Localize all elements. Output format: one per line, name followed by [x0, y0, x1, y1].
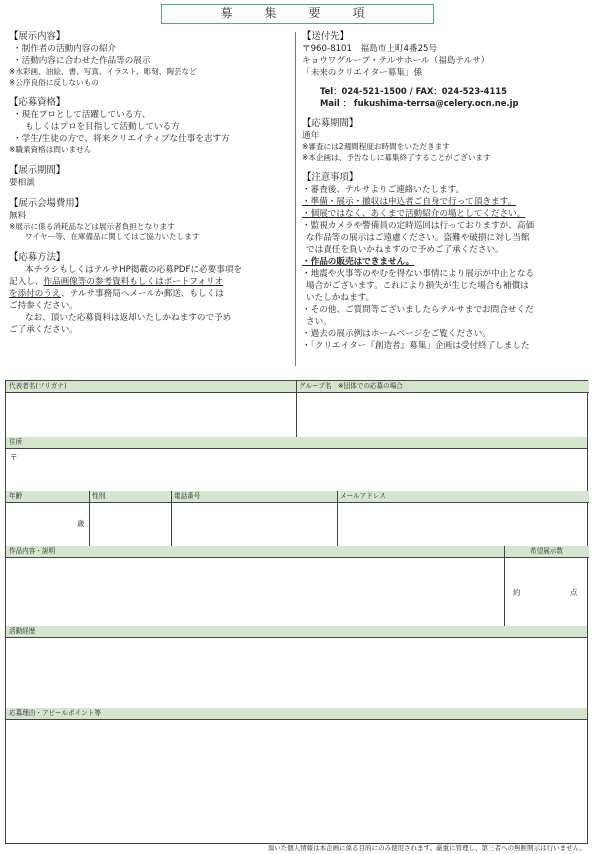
- section-heading: 応募資格: [18, 97, 56, 108]
- work-content-field[interactable]: [7, 559, 503, 625]
- note: ※水彩画、油絵、書、写真、イラスト、彫刻、陶芸など: [9, 67, 197, 76]
- list-item: ・地震や火事等のやむを得ない事情により展示が中止となる: [302, 269, 535, 279]
- period-value: 要相談: [9, 177, 35, 188]
- organization: キョウワグループ・テルサホール（福島テルサ）: [302, 56, 490, 66]
- approx-label: 約: [513, 588, 521, 597]
- note: ※本企画は、予告なしに募集終了することがございます: [302, 152, 491, 162]
- reason-field[interactable]: [7, 721, 587, 843]
- section-heading: 展示内容: [18, 31, 56, 42]
- fee-value: 無料: [9, 210, 27, 221]
- tel-fax: Tel：024-521-1500 / FAX：024-523-4115: [320, 86, 507, 96]
- count-unit: 点: [570, 588, 578, 597]
- paragraph-line: 本チラシもしくはテルサHP掲載の応募PDFに必要事項を: [25, 264, 243, 275]
- label-rep-name: 代表者名(フリガナ): [6, 381, 296, 393]
- label-gender: 性別: [89, 491, 171, 503]
- note: ※審査には2週間程度お時間をいただきます: [302, 142, 450, 151]
- note: ワイヤー等、在庫備品に関してはご協力いたします: [25, 232, 200, 241]
- list-item-continued: さい。: [306, 317, 332, 327]
- label-desired-count: 希望展示数: [504, 546, 589, 558]
- list-item: ・作品の販売はできません。: [302, 257, 415, 267]
- section-heading: 注意事項: [311, 172, 349, 183]
- postal-mark: 〒: [10, 453, 18, 462]
- department: 「未来のクリエイター募集」係: [302, 68, 423, 78]
- email-field[interactable]: [338, 504, 587, 545]
- list-item: ・活動内容に合わせた作品等の展示: [13, 56, 151, 66]
- section-eligibility: 【応募資格】 ・現在プロとして活躍している方、 もしくはプロを目指して活動している方 ・学生/生徒の方で、将来クリエイティブな仕事を志す方 ※職業資格は問いません: [9, 96, 291, 156]
- list-item: ・「クリエイター『創造者』募集」企画は受付終了しました: [302, 341, 530, 351]
- paragraph-line: を添付のうえ、テルサ事務局へメールか郵送、もしくは: [9, 288, 224, 299]
- section-address: 【送付先】 〒960-8101 福島市上町4番25号 キョウワグループ・テルサホール（福島テルサ） 「未来のクリエイター募集」係 Tel：024-521-1500 / FAX：024-523-4115 Mail ： fukushima-terrsa@celery.ocn.ne.jp: [302, 30, 588, 109]
- list-item: ・準備・展示・撤収は申込者ご自身で行って頂きます。: [302, 197, 517, 207]
- label-reason: 応募理由・アピールポイント等: [6, 708, 587, 720]
- mail-address[interactable]: Mail ： fukushima-terrsa@celery.ocn.ne.jp: [320, 98, 519, 108]
- paragraph-line: ご持参ください。: [9, 300, 78, 311]
- label-address: 住所: [6, 437, 587, 449]
- underlined-text: 作品画像等の参考資料もしくはポートフォリオ: [43, 276, 224, 287]
- list-item-continued: な作品等の展示はご遠慮ください。盗難や破損に対し当館: [306, 233, 530, 243]
- list-item: ・個展ではなく、あくまで活動紹介の場としてください。: [302, 209, 526, 219]
- label-age: 年齢: [6, 491, 89, 503]
- section-method: 【応募方法】 本チラシもしくはテルサHP掲載の応募PDFに必要事項を 記入し、作品画像等の参考資料もしくはポートフォリオ を添付のうえ、テルサ事務局へメールか郵送、もしくは ご持参ください。 なお、頂いた応募資料は返却いたしかねますので予め ご了承ください。: [9, 251, 291, 336]
- note: ※職業資格は問いません: [9, 145, 92, 154]
- age-field[interactable]: [7, 504, 88, 545]
- privacy-footnote: 頂いた個人情報は本企画に係る目的にのみ使用されます。厳重に管理し、第三者への無断開示は行いません。: [267, 844, 586, 852]
- page-title: 募 集 要 項: [161, 4, 434, 24]
- note: ※公序良俗に反しないもの: [9, 77, 99, 87]
- paragraph-line: 記入し、作品画像等の参考資料もしくはポートフォリオ: [9, 276, 224, 287]
- section-period: 【展示期間】 要相談: [9, 164, 291, 189]
- column-divider: [295, 32, 296, 366]
- label-work-content: 作品内容・説明: [6, 546, 504, 558]
- group-name-field[interactable]: [297, 394, 587, 436]
- section-fee: 【展示会場費用】 無料 ※展示に係る消耗品などは展示者負担となります ワイヤー等、在庫備品に関してはご協力いたします: [9, 197, 291, 243]
- list-item: ・その他、ご質問等ございましたらテルサまでお問合せくだ: [302, 305, 534, 315]
- list-item: ・監視カメラや警備員の定時巡回は行っておりますが、高価: [302, 221, 535, 231]
- section-heading: 展示会場費用: [18, 197, 75, 209]
- right-column: [302, 30, 588, 358]
- section-heading: 応募方法: [18, 251, 56, 263]
- age-unit: 歳: [77, 519, 85, 528]
- section-heading: 展示期間: [18, 164, 56, 176]
- label-history: 活動経歴: [6, 626, 587, 638]
- list-item-continued: 場合がございます。これにより損失が生じた場合も補償は: [306, 281, 529, 291]
- paragraph-line: なお、頂いた応募資料は返却いたしかねますので予め: [25, 312, 232, 323]
- desired-count-field[interactable]: [523, 581, 567, 601]
- postal-address: 〒960-8101 福島市上町4番25号: [302, 44, 438, 54]
- note: ※展示に係る消耗品などは展示者負担となります: [9, 221, 175, 231]
- phone-field[interactable]: [172, 504, 336, 545]
- left-column: [9, 30, 291, 342]
- list-item: ・制作者の活動内容の紹介: [13, 44, 117, 54]
- paragraph-line: ご了承ください。: [9, 324, 78, 335]
- section-heading: 応募期間: [311, 118, 349, 129]
- section-exhibit-content: 【展示内容】 ・制作者の活動内容の紹介 ・活動内容に合わせた作品等の展示 ※水彩画、油絵、書、写真、イラスト、彫刻、陶芸など ※公序良俗に反しないもの: [9, 30, 291, 88]
- label-email: メールアドレス: [337, 491, 589, 503]
- rep-name-field[interactable]: [7, 394, 295, 436]
- section-notes: 【注意事項】 ・審査後、テルサよりご連絡いたします。 ・準備・展示・撤収は申込者ご自身で行って頂きます。 ・個展ではなく、あくまで活動紹介の場としてください。 ・監視カメラや警備員の定時巡回は行っておりますが、高価 な作品等の展示はご遠慮ください。盗難や破損に対し当館 では責任を負いかねますので予めご了承ください。 ・作品の販売はできません。 ・地震や火事等のやむを得ない事情により展示が中止となる 場合がございます。これにより損失が生じた場合も補償は いたしかねます。 ・その他、ご質問等ございましたらテルサまでお問合せくだ さい。 ・過去の展示例はホームページをご覧ください。 ・「クリエイター『創造者』募集」企画は受付終了しました: [302, 171, 588, 352]
- list-item: ・審査後、テルサよりご連絡いたします。: [302, 185, 465, 195]
- label-group-name: グループ名 ※団体での応募の場合: [296, 381, 589, 393]
- list-item: ・学生/生徒の方で、将来クリエイティブな仕事を志す方: [13, 134, 230, 144]
- section-application-period: 【応募期間】 通年 ※審査には2週間程度お時間をいただきます ※本企画は、予告なしに募集終了することがございます: [302, 117, 588, 163]
- section-heading: 送付先: [311, 31, 340, 42]
- list-item-continued: もしくはプロを目指して活動している方: [25, 122, 180, 132]
- list-item: ・過去の展示例はホームページをご覧ください。: [302, 329, 491, 339]
- list-item-continued: では責任を負いかねますので予めご了承ください。: [306, 245, 504, 255]
- list-item: ・現在プロとして活躍している方、: [13, 110, 151, 120]
- history-field[interactable]: [7, 639, 587, 707]
- gender-field[interactable]: [90, 504, 170, 545]
- list-item-continued: いたしかねます。: [306, 293, 375, 303]
- underlined-text: を添付のうえ: [9, 288, 62, 299]
- label-phone: 電話番号: [171, 491, 337, 503]
- period-value: 通年: [302, 131, 320, 141]
- address-field[interactable]: [7, 450, 587, 490]
- application-form: [5, 380, 588, 844]
